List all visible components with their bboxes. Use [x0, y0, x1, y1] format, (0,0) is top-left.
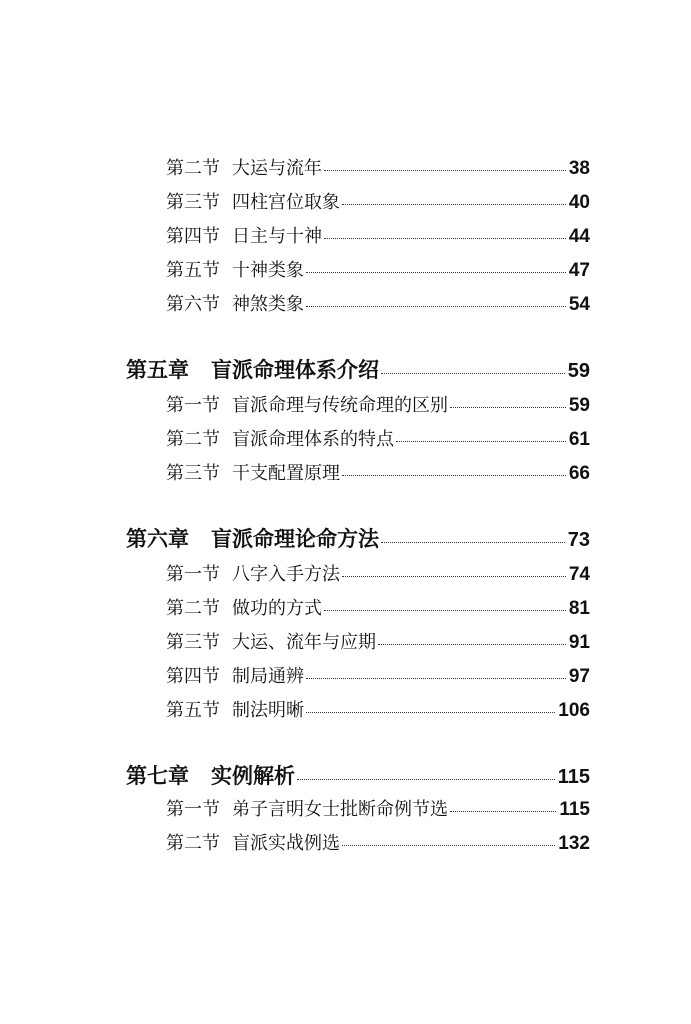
toc-section-title: 制法明晰: [232, 700, 304, 721]
toc-section-number: 第六节: [166, 294, 220, 315]
toc-page-number: 44: [568, 226, 590, 247]
dot-leader: [342, 576, 566, 577]
toc-page-number: 106: [558, 700, 590, 721]
toc-page-number: 66: [568, 463, 590, 484]
dot-leader: [324, 610, 566, 611]
dot-leader: [306, 272, 566, 273]
toc-page-number: 61: [568, 429, 590, 450]
dot-leader: [342, 475, 566, 476]
toc-chapter-number: 第六章: [126, 527, 189, 551]
toc-chapter-title: 盲派命理论命方法: [211, 527, 379, 551]
toc-page-number: 91: [568, 632, 590, 653]
toc-page-number: 40: [568, 192, 590, 213]
toc-section-number: 第二节: [166, 158, 220, 179]
toc-section-number: 第四节: [166, 666, 220, 687]
toc-entry-label: [166, 560, 340, 586]
toc-page-number: 47: [568, 260, 590, 281]
toc-entry-section[interactable]: [166, 222, 590, 250]
toc-entry-label: [166, 594, 322, 620]
toc-page-number: 81: [568, 598, 590, 619]
toc-section-title: 制局通辨: [232, 666, 304, 687]
toc-section-title: 盲派命理体系的特点: [232, 429, 394, 450]
toc-page-number: 59: [568, 395, 590, 416]
toc-section-number: 第一节: [166, 395, 220, 416]
toc-section-title: 盲派命理与传统命理的区别: [232, 395, 448, 416]
toc-entry-chapter[interactable]: [126, 760, 590, 790]
toc-section-title: 大运与流年: [232, 158, 322, 179]
dot-leader: [378, 644, 566, 645]
dot-leader: [342, 845, 555, 846]
toc-section-title: 干支配置原理: [232, 463, 340, 484]
toc-entry-section[interactable]: [166, 391, 590, 419]
toc-page-number: 54: [568, 294, 590, 315]
toc-page-number: 97: [568, 666, 590, 687]
toc-entry-label: [166, 425, 394, 451]
toc-section-title: 大运、流年与应期: [232, 632, 376, 653]
toc-section-title: 八字入手方法: [232, 564, 340, 585]
toc-entry-section[interactable]: [166, 594, 590, 622]
toc-page-number: 132: [558, 833, 590, 854]
toc-section-number: 第二节: [166, 598, 220, 619]
toc-section-number: 第三节: [166, 192, 220, 213]
toc-section-number: 第五节: [166, 260, 220, 281]
toc-entry-section[interactable]: [166, 829, 590, 857]
toc-entry-label: [166, 829, 340, 855]
dot-leader: [450, 811, 556, 812]
toc-section-title: 弟子言明女士批断命例节选: [232, 799, 448, 820]
toc-section-number: 第五节: [166, 700, 220, 721]
toc-entry-section[interactable]: [166, 256, 590, 284]
toc-entry-label: [126, 523, 379, 553]
dot-leader: [324, 170, 566, 171]
toc-section-title: 四柱宫位取象: [232, 192, 340, 213]
toc-chapter-number: 第七章: [126, 764, 189, 788]
toc-entry-section[interactable]: [166, 459, 590, 487]
dot-leader: [342, 204, 566, 205]
toc-entry-chapter[interactable]: [126, 354, 590, 384]
toc-section-number: 第二节: [166, 833, 220, 854]
toc-section-number: 第三节: [166, 632, 220, 653]
toc-section-title: 日主与十神: [232, 226, 322, 247]
toc-entry-label: [166, 188, 340, 214]
toc-chapter-title: 实例解析: [211, 764, 295, 788]
toc-entry-chapter[interactable]: [126, 523, 590, 553]
toc-entry-label: [126, 760, 295, 790]
toc-entry-section[interactable]: [166, 188, 590, 216]
toc-entry-section[interactable]: [166, 662, 590, 690]
toc-entry-label: [166, 256, 304, 282]
toc-entry-section[interactable]: [166, 290, 590, 318]
toc-page-number: 38: [568, 158, 590, 179]
toc-page-number: 115: [557, 766, 590, 788]
toc-entry-label: [166, 222, 322, 248]
toc-entry-section[interactable]: [166, 795, 590, 823]
toc-page-number: 59: [567, 360, 590, 382]
toc-section-number: 第三节: [166, 463, 220, 484]
toc-section-title: 神煞类象: [232, 294, 304, 315]
toc-page-number: 74: [568, 564, 590, 585]
dot-leader: [306, 712, 555, 713]
dot-leader: [306, 306, 566, 307]
toc-section-number: 第四节: [166, 226, 220, 247]
toc-section-number: 第一节: [166, 799, 220, 820]
toc-entry-label: [166, 696, 304, 722]
toc-section-title: 盲派实战例选: [232, 833, 340, 854]
dot-leader: [297, 779, 555, 780]
toc-section-title: 做功的方式: [232, 598, 322, 619]
toc-page-number: 115: [559, 799, 590, 820]
toc-section-number: 第一节: [166, 564, 220, 585]
toc-chapter-title: 盲派命理体系介绍: [211, 358, 379, 382]
toc-entry-label: [166, 391, 448, 417]
dot-leader: [306, 678, 566, 679]
toc-entry-section[interactable]: [166, 696, 590, 724]
toc-entry-section[interactable]: [166, 628, 590, 656]
toc-entry-label: [166, 662, 304, 688]
dot-leader: [396, 441, 566, 442]
toc-chapter-number: 第五章: [126, 358, 189, 382]
toc-entry-label: [166, 154, 322, 180]
toc-section-title: 十神类象: [232, 260, 304, 281]
toc-entry-section[interactable]: [166, 154, 590, 182]
toc-entry-label: [166, 795, 448, 821]
toc-entry-label: [166, 290, 304, 316]
toc-entry-section[interactable]: [166, 425, 590, 453]
toc-page-number: 73: [567, 529, 590, 551]
dot-leader: [324, 238, 566, 239]
dot-leader: [450, 407, 566, 408]
toc-entry-label: [166, 628, 376, 654]
toc-entry-label: [166, 459, 340, 485]
dot-leader: [381, 542, 565, 543]
toc-entry-section[interactable]: [166, 560, 590, 588]
toc-entry-label: [126, 354, 379, 384]
dot-leader: [381, 373, 565, 374]
toc-section-number: 第二节: [166, 429, 220, 450]
